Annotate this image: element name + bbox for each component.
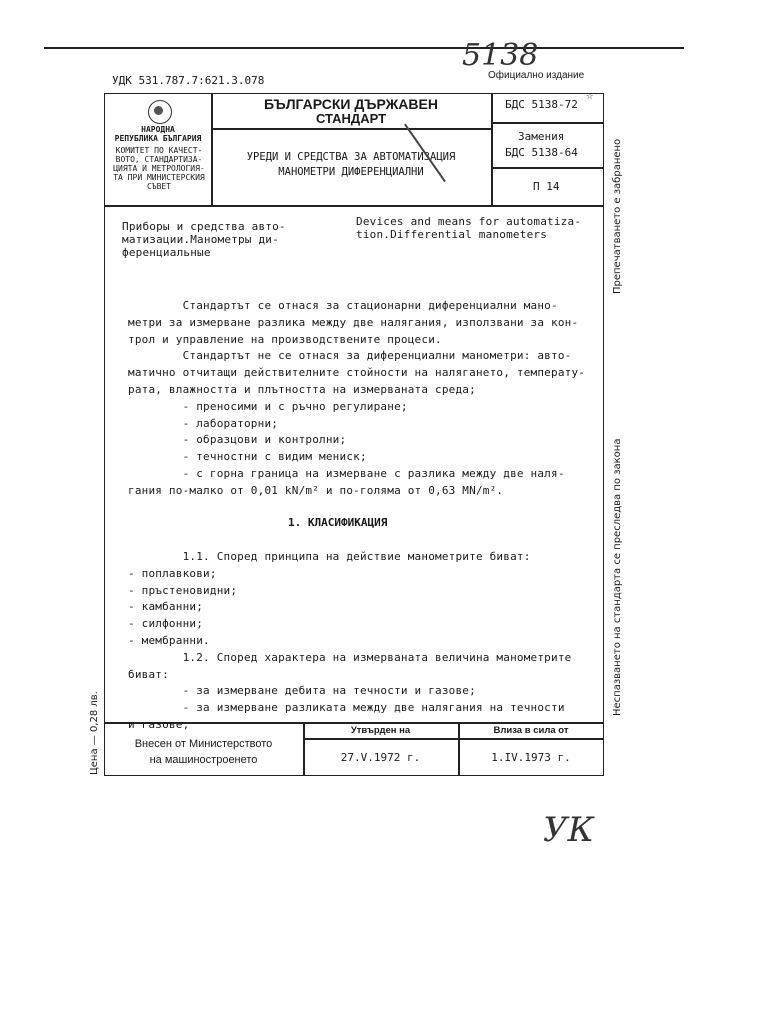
body-line: - преносими и с ръчно регулиране; bbox=[128, 399, 408, 413]
right-divider-1 bbox=[491, 122, 604, 124]
effective-date: 1.IV.1973 г. bbox=[491, 751, 571, 764]
udk-code: УДК 531.787.7:621.3.078 bbox=[112, 74, 265, 87]
section-line: - пръстеновидни; bbox=[128, 583, 238, 597]
price-label: Цена — 0,28 лв. bbox=[89, 691, 100, 775]
section-line: 1.2. Според характера на измерваната величина манометрите bbox=[128, 650, 572, 664]
replaces-label: Замения bbox=[518, 130, 565, 143]
section-title: 1. КЛАСИФИКАЦИЯ bbox=[288, 516, 388, 529]
subject-line2: МАНОМЕТРИ ДИФЕРЕНЦИАЛНИ bbox=[278, 166, 424, 178]
star-icon: ☆ bbox=[586, 88, 594, 102]
state-emblem-icon bbox=[148, 100, 172, 124]
body-line: рата, влажността и плътността на измерваната среда; bbox=[128, 382, 476, 396]
committee-name: КОМИТЕТ ПО КАЧЕСТ-ВОТО, СТАНДАРТИЗА-ЦИЯТА И МЕТРОЛОГИЯ-ТА ПРИ МИНИСТЕРСКИЯ СЪВЕТ bbox=[113, 146, 205, 191]
law-notice: Неспазването на стандарта се преследва по закона bbox=[612, 438, 623, 716]
replaces-code: БДС 5138-64 bbox=[505, 146, 578, 159]
title-divider bbox=[211, 128, 491, 130]
en-title-1: Devices and means for automatiza- bbox=[356, 215, 582, 228]
ru-title-3: ференциальные bbox=[122, 246, 211, 259]
introduced-by-2: на машиностроенето bbox=[149, 754, 258, 766]
section-line: и газове; bbox=[128, 717, 190, 731]
section-line: - поплавкови; bbox=[128, 566, 217, 580]
reprint-notice: Препечатването е забранено bbox=[612, 138, 623, 294]
footer-label-line bbox=[303, 738, 604, 740]
official-edition: Официално издание bbox=[488, 70, 585, 81]
body-text bbox=[128, 298, 604, 500]
header-divider-right bbox=[491, 93, 493, 205]
title-line1: БЪЛГАРСКИ ДЪРЖАВЕН bbox=[264, 96, 438, 112]
approved-label: Утвърден на bbox=[350, 725, 411, 736]
section-text bbox=[128, 549, 604, 734]
body-line: матично отчитащи действителните стойности на налягането, температу- bbox=[128, 366, 586, 380]
body-line: - течностни с видим мениск; bbox=[128, 450, 367, 464]
introduced-by: Внесен от Министерството bbox=[134, 738, 273, 750]
body-line: Стандартът се отнася за стационарни диференциални мано- bbox=[128, 299, 558, 312]
section-line: биват: bbox=[128, 667, 169, 681]
section-line: 1.1. Според принципа на действие манометрите биват: bbox=[128, 550, 531, 563]
body-line: - лабораторни; bbox=[128, 416, 279, 430]
ru-title-2: матизации.Манометры ди- bbox=[122, 233, 279, 246]
body-line: Стандартът не се отнася за диференциални манометри: авто- bbox=[128, 349, 572, 363]
handwritten-initials: УК bbox=[543, 810, 594, 850]
section-line: - за измерване дебита на течности и газове; bbox=[128, 684, 476, 698]
ru-title-1: Приборы и средства авто- bbox=[122, 220, 286, 233]
country-line1: НАРОДНА bbox=[141, 125, 175, 134]
title-line2: СТАНДАРТ bbox=[315, 111, 387, 126]
body-line: - с горна граница на измерване с разлика между две наля- bbox=[128, 466, 565, 480]
header-bottom-line bbox=[104, 205, 604, 207]
body-line: трол и управление на производствените процеси. bbox=[128, 332, 442, 346]
section-line: - силфонни; bbox=[128, 617, 204, 631]
section-line: - за измерване разликата между две налягания на течности bbox=[128, 701, 565, 715]
effective-label: Влиза в сила от bbox=[493, 725, 569, 736]
body-line: - образцови и контролни; bbox=[128, 433, 347, 447]
section-line: - мембранни. bbox=[128, 633, 210, 647]
section-line: - камбанни; bbox=[128, 600, 204, 614]
body-line: метри за измерване разлика между две налягания, използвани за кон- bbox=[128, 315, 579, 329]
en-title-2: tion.Differential manometers bbox=[356, 228, 548, 241]
body-line: гания по-малко от 0,01 kN/m² и по-голяма от 0,63 MN/m². bbox=[128, 483, 504, 497]
top-rule bbox=[44, 47, 684, 49]
subject-line1: УРЕДИ И СРЕДСТВА ЗА АВТОМАТИЗАЦИЯ bbox=[246, 151, 456, 163]
group-code: П 14 bbox=[533, 180, 560, 193]
stamp-number: 5138 bbox=[462, 38, 539, 73]
approved-date: 27.V.1972 г. bbox=[340, 751, 421, 764]
standard-code: БДС 5138-72 bbox=[505, 98, 578, 111]
right-divider-2 bbox=[491, 167, 604, 169]
country-line2: РЕПУБЛИКА БЪЛГАРИЯ bbox=[114, 134, 202, 143]
